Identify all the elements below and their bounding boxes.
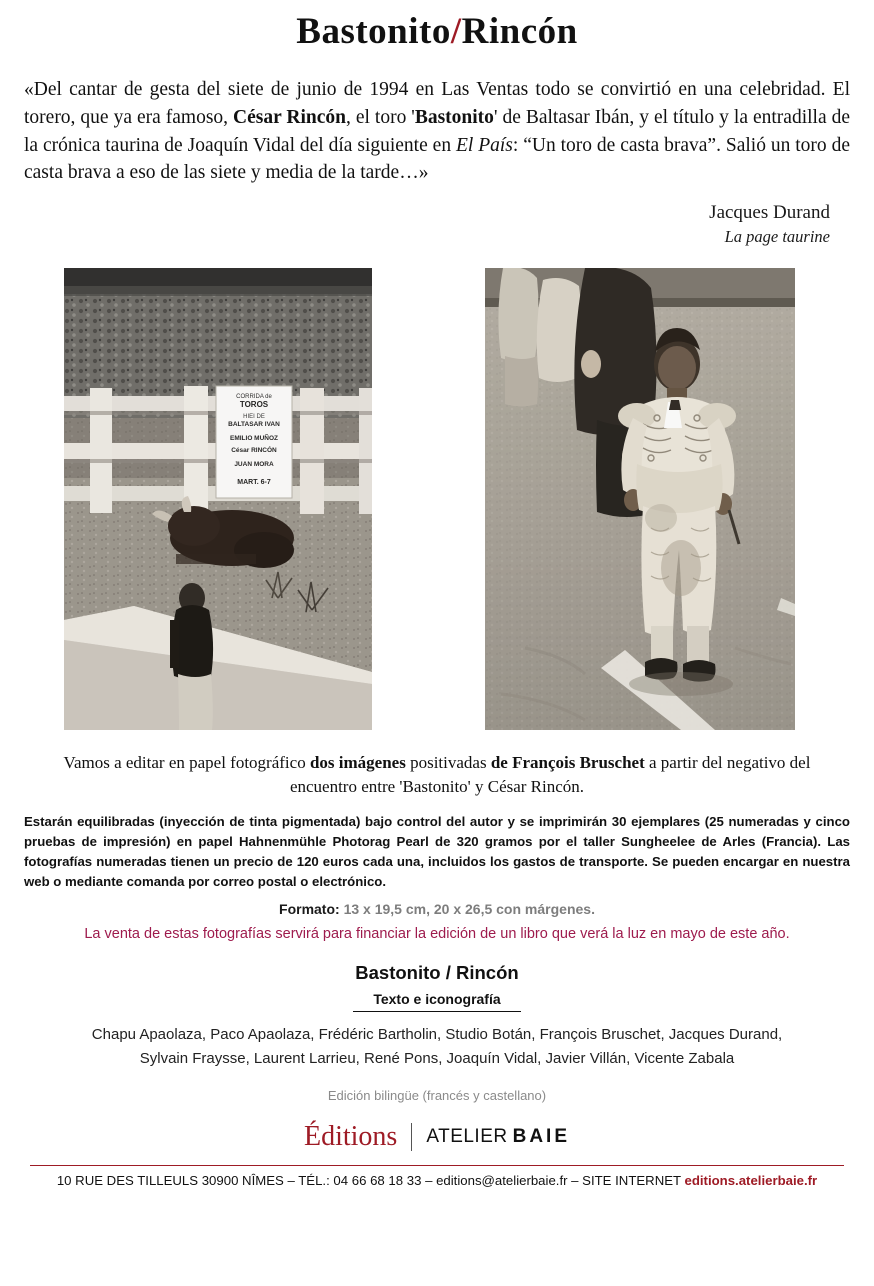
book-credits	[22, 1023, 852, 1072]
quote-segment-3: ' de Baltasar Ibán, y el título y la entradilla de la crónica taurina de Joaquín Vidal del día siguiente en	[24, 107, 850, 156]
format-value: 13 x 19,5 cm, 20 x 26,5 con márgenes.	[343, 901, 595, 918]
svg-text:MART. 6-7: MART. 6-7	[237, 478, 271, 486]
footer-website-link[interactable]: editions.atelierbaie.fr	[684, 1172, 818, 1188]
quote-block	[24, 76, 850, 187]
svg-text:CORRIDA de: CORRIDA de	[236, 393, 272, 400]
quote-author: Jacques Durand	[709, 202, 830, 224]
logo-editions-text: Éditions	[304, 1123, 412, 1151]
book-bilingual-note: Edición bilingüe (francés y castellano)	[327, 1087, 547, 1103]
footer-contact	[22, 1173, 852, 1188]
footer-address: 10 RUE DES TILLEULS 30900 NÎMES – TÉL.: 04 66 68 18 33 – editions@atelierbaie.fr – SITE INTERNET	[56, 1172, 685, 1188]
svg-text:EMILIO MUÑOZ: EMILIO MUÑOZ	[229, 434, 279, 442]
lead-segment-2: positivadas	[405, 752, 491, 772]
lead-segment-1: Vamos a editar en papel fotográfico	[63, 752, 310, 772]
logo-atelier-text	[412, 1127, 570, 1146]
photo-bull-corral-image	[64, 268, 372, 730]
sale-note: La venta de estas fotografías servirá para financiar la edición de un libro que verá la luz en mayo de este año.	[84, 926, 790, 943]
logo-baie-word: BAIE	[512, 1126, 571, 1148]
book-credits-line-1: Chapu Apaolaza, Paco Apaolaza, Frédéric Bartholin, Studio Botán, François Bruschet, Jacques Durand,	[91, 1026, 783, 1044]
publisher-logo	[22, 1120, 852, 1152]
footer-divider	[30, 1165, 844, 1166]
title-part-one: Bastonito	[296, 11, 451, 52]
photo-bull-corral	[64, 268, 372, 730]
quote-segment-4: : “Un toro de casta brava”. Salió un toro de casta brava a eso de las siete y media de la tarde…»	[24, 134, 850, 184]
quote-segment-2: , el toro '	[345, 107, 415, 129]
lead-bold-images: dos imágenes	[309, 752, 406, 772]
lead-paragraph	[22, 751, 852, 800]
quote-segment-1: «Del cantar de gesta del siete de junio de 1994 en Las Ventas todo se convirtió en una celebridad. El torero, que ya era famoso,	[24, 79, 850, 129]
quote-bold-rincon: César Rincón	[233, 107, 346, 129]
book-title: Bastonito / Rincón	[355, 962, 519, 984]
photo-row	[22, 268, 852, 733]
svg-text:BALTASAR IVAN: BALTASAR IVAN	[228, 420, 280, 428]
photo-torero-walking-image	[485, 268, 795, 730]
quote-attribution	[22, 201, 830, 247]
svg-text:HIEI DE: HIEI DE	[243, 413, 265, 420]
logo-atelier-word: ATELIER	[426, 1126, 508, 1148]
title-part-two: Rincón	[461, 11, 578, 52]
svg-text:JUAN MORA: JUAN MORA	[234, 460, 274, 468]
svg-text:César RINCÓN: César RINCÓN	[231, 446, 277, 454]
page-title	[22, 10, 852, 54]
title-separator: /	[450, 11, 462, 52]
quote-source: La page taurine	[724, 226, 830, 246]
lead-bold-author: de François Bruschet	[490, 752, 645, 772]
book-credits-line-2: Sylvain Fraysse, Laurent Larrieu, René Pons, Joaquín Vidal, Javier Villán, Vicente Zabala	[139, 1050, 735, 1068]
format-label: Formato:	[279, 901, 344, 918]
photo-torero-walking	[485, 268, 795, 730]
quote-bold-bastonito: Bastonito	[414, 107, 494, 129]
svg-text:TOROS: TOROS	[239, 399, 269, 409]
poster-page	[0, 10, 874, 1286]
edition-details: Estarán equilibradas (inyección de tinta pigmentada) bajo control del autor y se imprimirán 30 ejemplares (25 numeradas y cinco pruebas de impresión) en papel Hahnenmühle Photorag Pearl de 320 gramos por el taller Sungheelee de Arles (Francia). Las fotografías numeradas tienen un precio de 120 euros cada una, incluidos los gastos de transporte. Se pueden encargar en nuestra web o mediante comanda por correo postal o electrónico.	[24, 813, 850, 889]
lead-segment-3: a partir del negativo del encuentro entre 'Bastonito' y César Rincón.	[289, 752, 811, 797]
quote-italic-elpais: El País	[455, 134, 513, 156]
book-section-label: Texto e iconografía	[353, 991, 521, 1012]
format-line	[22, 901, 852, 917]
